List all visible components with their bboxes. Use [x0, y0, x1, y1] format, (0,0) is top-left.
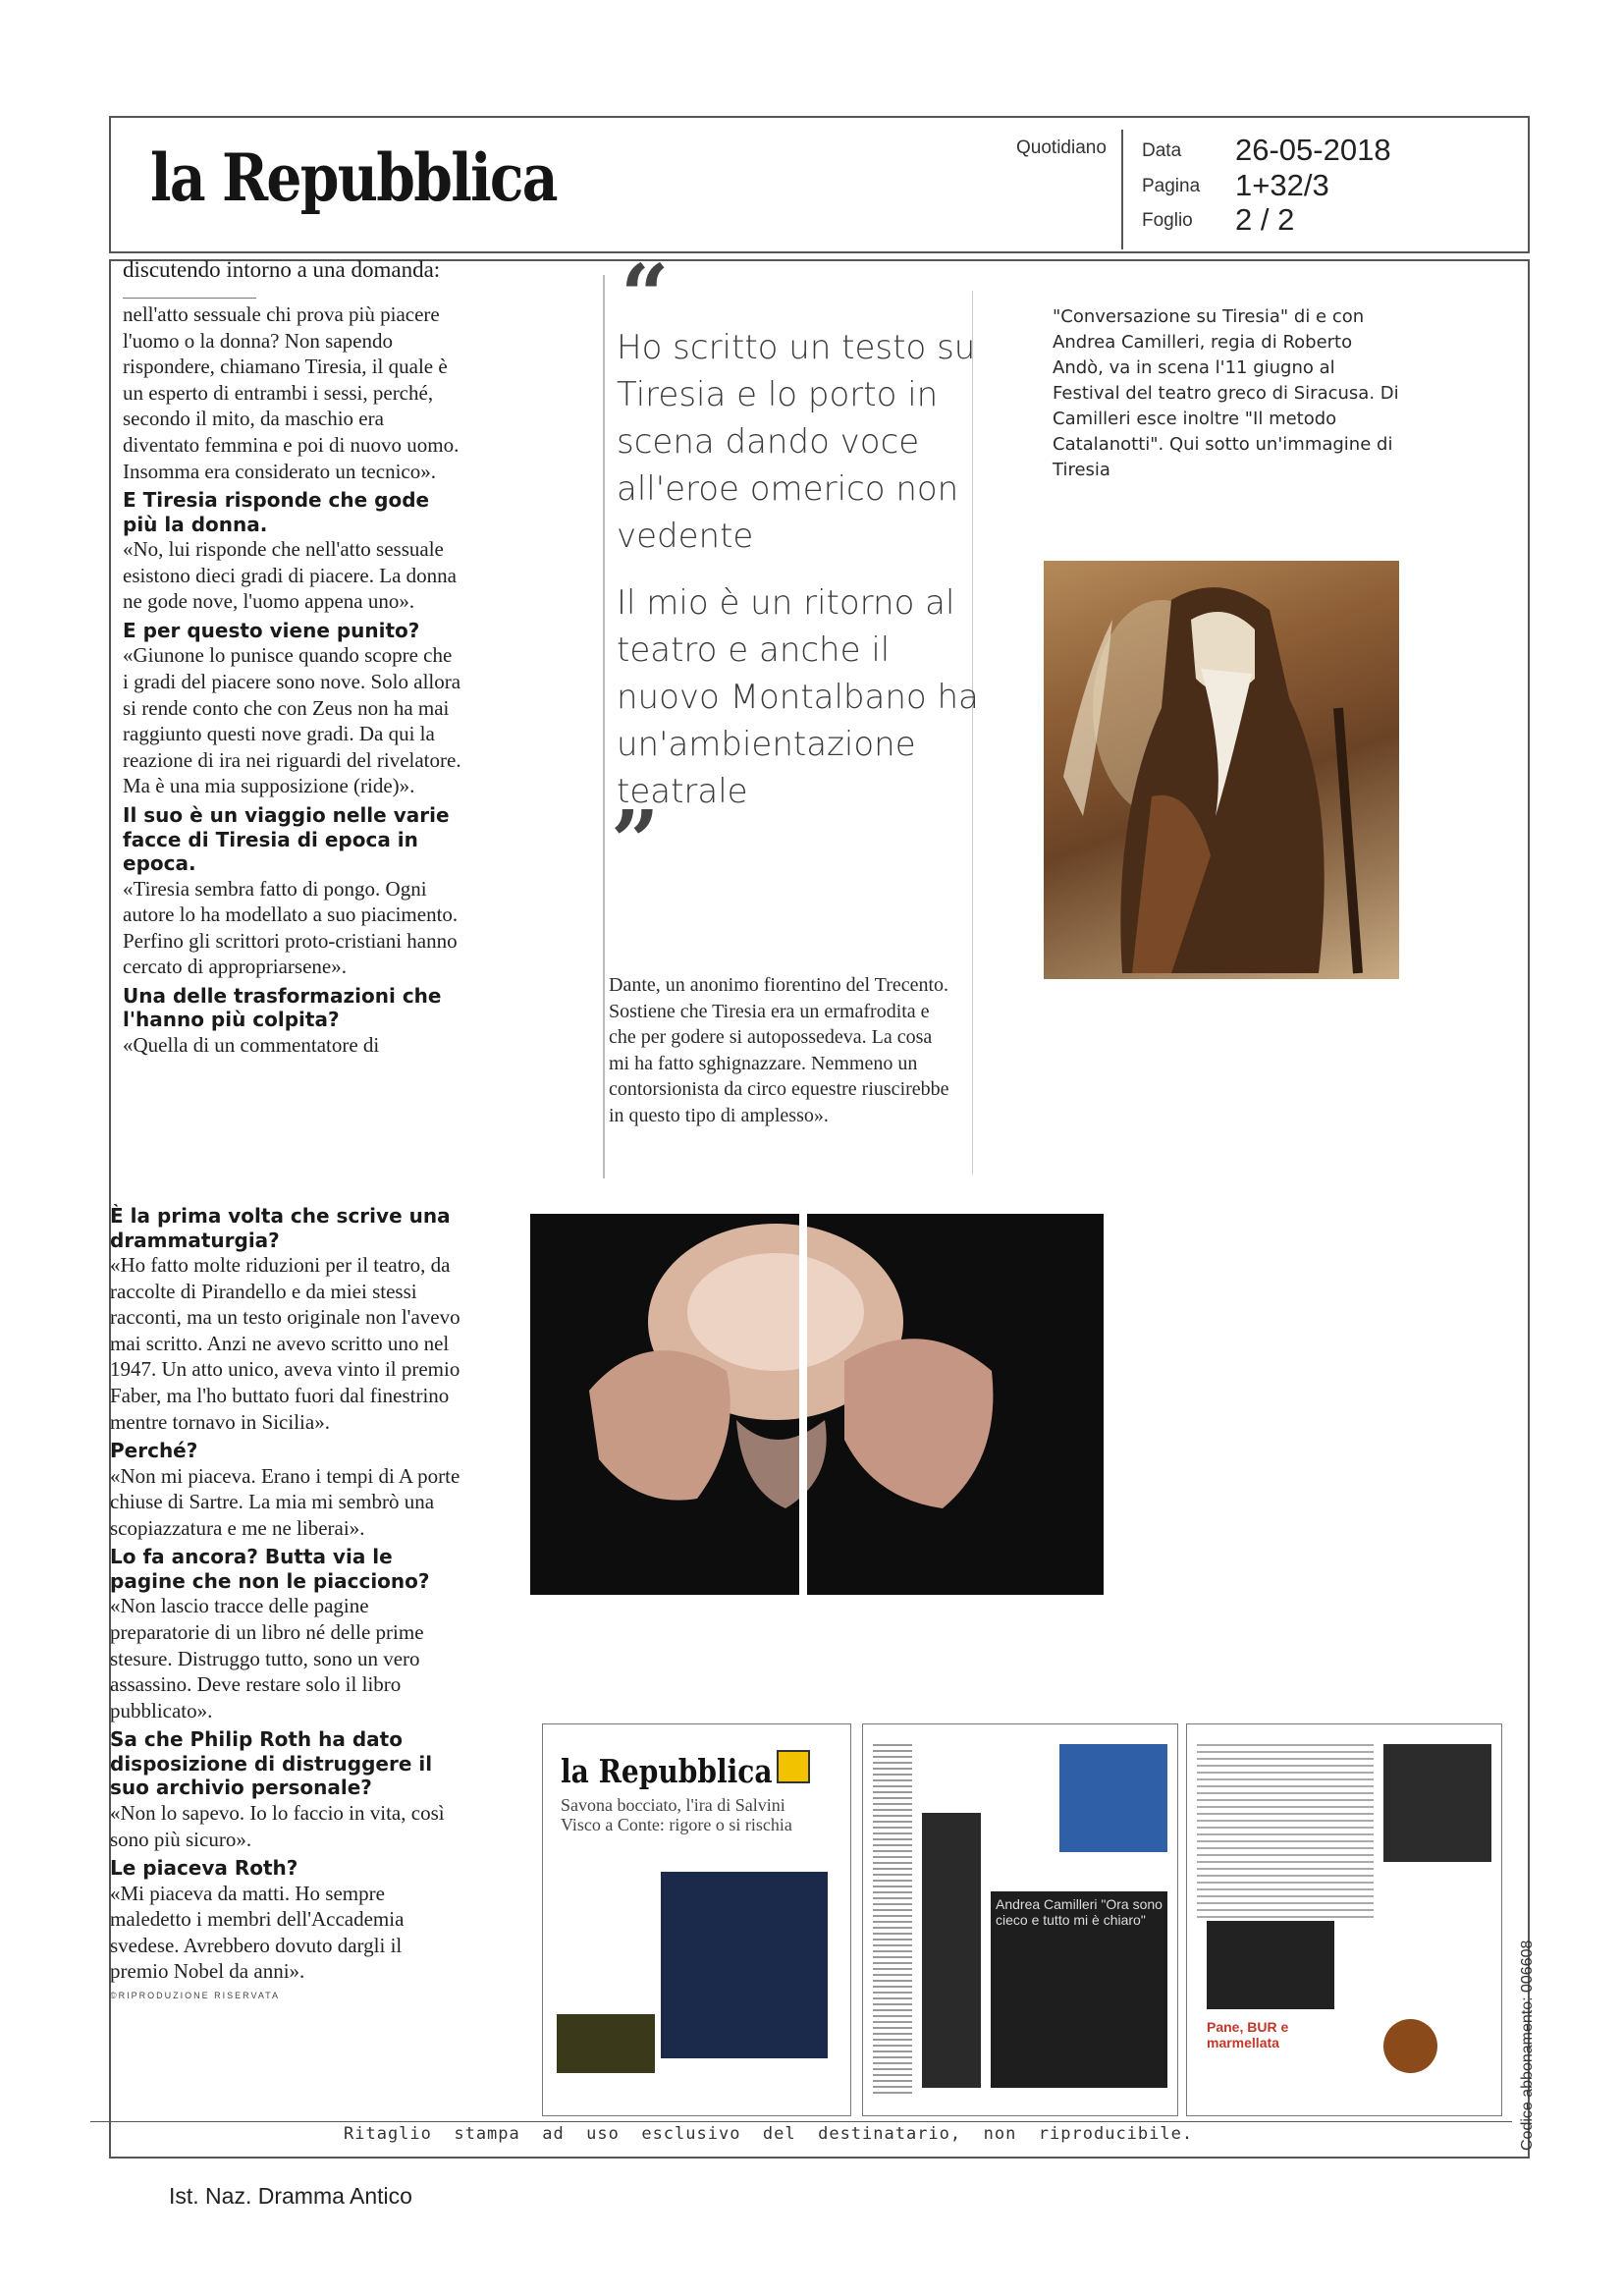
- photo-caption: "Conversazione su Tiresia" di e con Andrea Camilleri, regia di Roberto Andò, va in scena l'11 giugno al Festival del teatro greco di Siracusa. Di Camilleri esce inoltre "Il metodo Catalanotti". Qui sotto un'immagine di Tiresia: [1053, 306, 1399, 480]
- pagina-value: 1+32/3: [1235, 168, 1329, 202]
- article-column-lower: [110, 1200, 463, 2000]
- thumbnail-logo: la Repubblica: [561, 1752, 773, 1790]
- article-continuation: [609, 972, 952, 1128]
- inner-page-thumbnail: [862, 1723, 1178, 2116]
- dark-column: [922, 1813, 981, 2088]
- footer-notice: Ritaglio stampa ad uso esclusivo del destinatario, non riproducibile.: [344, 2124, 1194, 2144]
- thumbnail-headline: Savona bocciato, l'ira di Salvini Visco a Conte: rigore o si rischia: [561, 1795, 792, 1834]
- tiresia-figure-icon: [1044, 561, 1399, 979]
- publication-type: Quotidiano: [1016, 137, 1107, 158]
- text-lines: [1197, 1744, 1374, 1921]
- interview-question: Sa che Philip Roth ha dato disposizione di distruggere il suo archivio personale?: [110, 1727, 433, 1800]
- interview-question: Perché?: [110, 1439, 198, 1463]
- article-column-upper: [123, 301, 461, 1058]
- thumbnail-text-block: [1207, 1921, 1334, 2009]
- front-page-thumbnail: [542, 1723, 851, 2116]
- interview-question: E per questo viene punito?: [123, 618, 420, 642]
- thumbnail-ad-text: Pane, BUR e marmellata: [1207, 2019, 1289, 2050]
- thumbnail-headline: Andrea Camilleri "Ora sono cieco e tutto mi è chiaro": [996, 1896, 1163, 1928]
- copyright-notice: ©RIPRODUZIONE RISERVATA: [110, 1990, 280, 2000]
- inner-page-thumbnail: [1186, 1723, 1502, 2116]
- interview-question: Lo fa ancora? Butta via le pagine che non le piacciono?: [110, 1545, 430, 1593]
- subscription-code: Codice abbonamento: 006608: [1519, 1940, 1536, 2151]
- interview-question: È la prima volta che scrive una drammaturgia?: [110, 1204, 451, 1252]
- data-value: 26-05-2018: [1235, 133, 1391, 167]
- institution-name: Ist. Naz. Dramma Antico: [169, 2183, 412, 2209]
- interview-answer: «Quella di un commentatore di: [123, 1032, 380, 1057]
- interview-question: E Tiresia risponde che gode più la donna.: [123, 488, 430, 536]
- interview-question: Una delle trasformazioni che l'hanno più colpita?: [123, 983, 442, 1032]
- foglio-value: 2 / 2: [1235, 202, 1295, 237]
- divider: [123, 298, 256, 299]
- pullquote-part1: Ho scritto un testo su Tiresia e lo porto in scena dando voce all'eroe omerico non vedente: [617, 328, 976, 556]
- ad-product-image: [1383, 2019, 1437, 2073]
- interview-answer: «No, lui risponde che nell'atto sessuale esistono dieci gradi di piacere. La donna ne gode nove, l'uomo appena uno».: [123, 537, 457, 614]
- tiresia-illustration: [1044, 561, 1399, 979]
- interview-answer: «Non mi piaceva. Erano i tempi di A porte chiuse di Sartre. La mia mi sembrò una scopiazzatura e me ne liberai».: [110, 1463, 460, 1540]
- interview-question: Il suo è un viaggio nelle varie facce di Tiresia di epoca in epoca.: [123, 803, 450, 875]
- text-lines: [873, 1744, 912, 2098]
- pullquote-part2: Il mio è un ritorno al teatro e anche il nuovo Montalbano ha un'ambientazione teatrale: [617, 583, 979, 811]
- interview-answer: «Ho fatto molte riduzioni per il teatro, da raccolte di Pirandello e da miei stessi racconti, ma un testo originale non l'avevo mai scritto. Anzi ne avevo scritto uno nel 1947. Un atto unico, aveva vinto il premio Faber, ma l'ho buttato fuori dal finestrino mentre tornavo in Sicilia».: [110, 1253, 460, 1434]
- thumbnail-ad: [557, 2014, 655, 2073]
- interview-question: Le piaceva Roth?: [110, 1856, 298, 1881]
- close-quote-icon: ”: [611, 793, 660, 892]
- interview-answer: nell'atto sessuale chi prova più piacere l'uomo o la donna? Non sapendo rispondere, chiamano Tiresia, il quale è un esperto di entrambi i sessi, perché, secondo il mito, da maschio era diventato femmina e poi di nuovo uomo. Insomma era considerato un tecnico».: [123, 302, 460, 483]
- thumbnail-photo: [1383, 1744, 1491, 1862]
- thumbnail-photo: [661, 1872, 828, 2058]
- interview-answer: «Mi piaceva da matti. Ho sempre maledetto i membri dell'Accademia svedese. Avrebbero dovuto dargli il premio Nobel da anni».: [110, 1881, 405, 1984]
- article-lead: discutendo intorno a una domanda:: [123, 257, 441, 282]
- continuation-text: Dante, un anonimo fiorentino del Trecento. Sostiene che Tiresia era un ermafrodita e che per godere si autopossedeva. La cosa mi ha fatto sghignazzare. Nemmeno un contorsionista da circo equestre riuscirebbe in questo tipo di amplesso».: [609, 974, 949, 1126]
- foglio-label: Foglio: [1142, 210, 1193, 231]
- thumbnail-photo: [1059, 1744, 1167, 1852]
- author-photo: [530, 1214, 1104, 1595]
- open-quote-icon: “: [621, 246, 670, 346]
- pagina-label: Pagina: [1142, 176, 1201, 196]
- data-label: Data: [1142, 140, 1182, 161]
- interview-answer: «Giunone lo punisce quando scopre che i gradi del piacere sono nove. Solo allora si rende conto che con Zeus non ha mai raggiunto questi nove gradi. Da qui la reazione di ira nei riguardi del rivelatore. Ma è una mia supposizione (ride)».: [123, 643, 461, 798]
- interview-answer: «Non lo sapevo. Io lo faccio in vita, così sono più sicuro».: [110, 1800, 445, 1851]
- newspaper-logo: la Repubblica: [150, 139, 557, 216]
- interview-answer: «Tiresia sembra fatto di pongo. Ogni autore lo ha modellato a suo piacimento. Perfino gli scrittori proto-cristiani hanno cercato di appropriarsene».: [123, 876, 459, 979]
- brand-badge: [777, 1750, 810, 1783]
- interview-answer: «Non lascio tracce delle pagine preparatorie di un libro né delle prime stesure. Distruggo tutto, sono un vero assassino. Deve restare solo il libro pubblicato».: [110, 1594, 424, 1722]
- author-hands-face-icon: [530, 1214, 1104, 1595]
